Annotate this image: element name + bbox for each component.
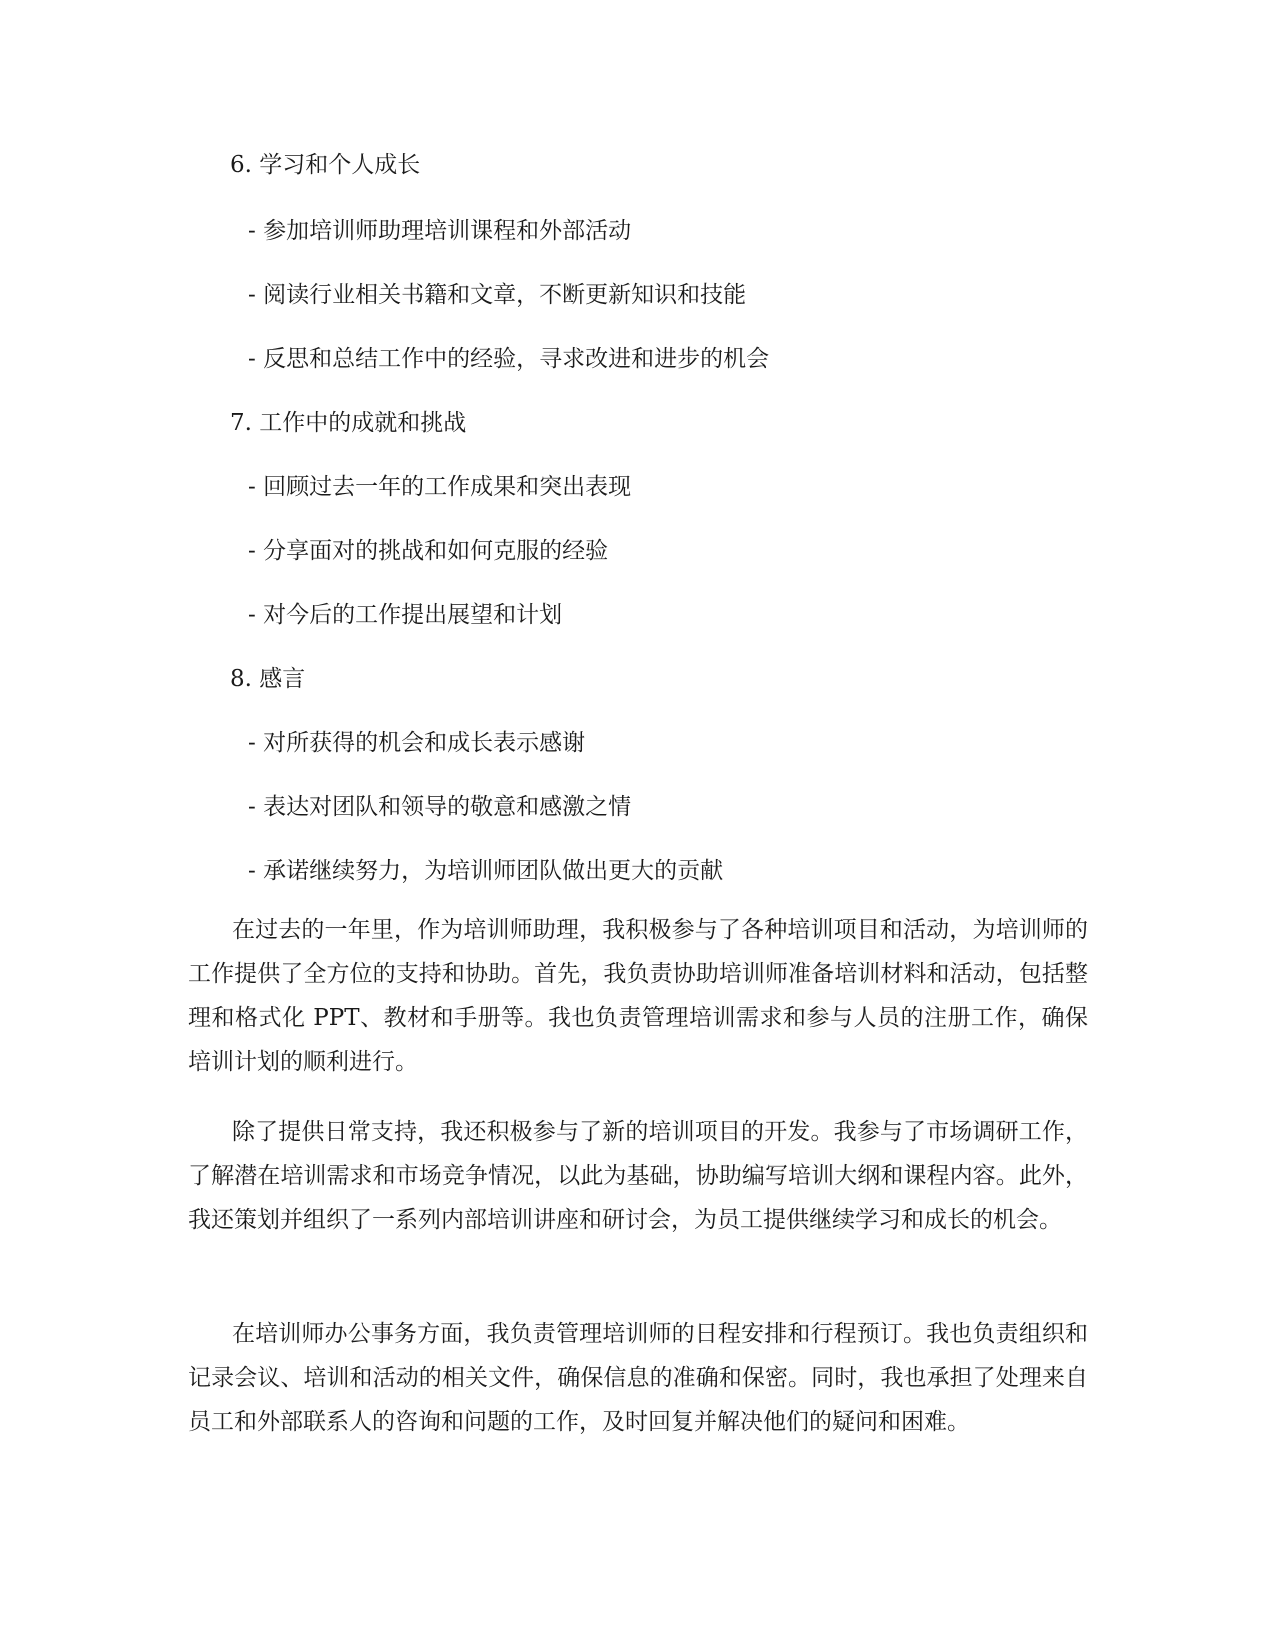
section-heading: 7. 工作中的成就和挑战	[230, 410, 467, 436]
list-item: - 回顾过去一年的工作成果和突出表现	[248, 474, 632, 500]
body-paragraph: 在过去的一年里，作为培训师助理，我积极参与了各种培训项目和活动，为培训师的工作提供了全方位的支持和协助。首先，我负责协助培训师准备培训材料和活动，包括整理和格式化 PPT、教材和手册等。我也负责管理培训需求和参与人员的注册工作，确保培训计划的顺利进行。	[188, 917, 1088, 1075]
section-heading: 6. 学习和个人成长	[230, 152, 421, 178]
list-item: - 反思和总结工作中的经验，寻求改进和进步的机会	[248, 346, 770, 372]
list-item: - 对所获得的机会和成长表示感谢	[248, 730, 586, 756]
body-paragraph: 在培训师办公事务方面，我负责管理培训师的日程安排和行程预订。我也负责组织和记录会议、培训和活动的相关文件，确保信息的准确和保密。同时，我也承担了处理来自员工和外部联系人的咨询和问题的工作，及时回复并解决他们的疑问和困难。	[188, 1321, 1088, 1435]
list-item: - 阅读行业相关书籍和文章，不断更新知识和技能	[248, 282, 747, 308]
body-paragraph: 除了提供日常支持，我还积极参与了新的培训项目的开发。我参与了市场调研工作，了解潜在培训需求和市场竞争情况，以此为基础，协助编写培训大纲和课程内容。此外，我还策划并组织了一系列内部培训讲座和研讨会，为员工提供继续学习和成长的机会。	[188, 1119, 1088, 1233]
list-item: - 承诺继续努力，为培训师团队做出更大的贡献	[248, 858, 724, 884]
list-item: - 参加培训师助理培训课程和外部活动	[248, 218, 632, 244]
section-heading: 8. 感言	[230, 666, 306, 692]
list-item: - 分享面对的挑战和如何克服的经验	[248, 538, 609, 564]
list-item: - 对今后的工作提出展望和计划	[248, 602, 563, 628]
list-item: - 表达对团队和领导的敬意和感激之情	[248, 794, 632, 820]
